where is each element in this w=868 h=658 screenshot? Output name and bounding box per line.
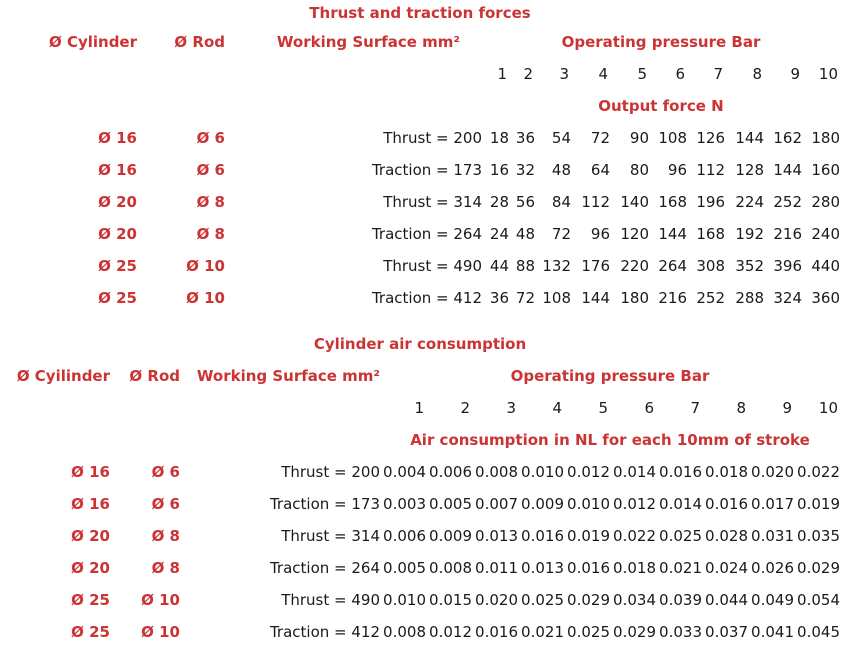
consumption-value: 0.008	[429, 559, 472, 577]
consumption-value: 0.015	[429, 591, 472, 609]
force-value: 280	[811, 193, 840, 211]
force-value: 36	[515, 129, 535, 147]
consumption-value: 0.006	[383, 527, 426, 545]
pressure-tick: 10	[818, 399, 838, 417]
table-row	[0, 456, 840, 488]
consumption-value: 0.010	[567, 495, 610, 513]
consumption-value: 0.004	[383, 463, 426, 481]
consumption-value: 0.041	[751, 623, 794, 641]
surface-label: Traction = 264	[269, 559, 380, 577]
consumption-value: 0.019	[797, 495, 840, 513]
force-value: 112	[581, 193, 610, 211]
consumption-value: 0.021	[521, 623, 564, 641]
cylinder-diameter: Ø 16	[71, 495, 110, 513]
rod-diameter: Ø 6	[151, 463, 180, 481]
consumption-value: 0.034	[613, 591, 656, 609]
rod-diameter: Ø 8	[196, 193, 225, 211]
cylinder-diameter: Ø 20	[98, 193, 137, 211]
force-value: 440	[811, 257, 840, 275]
force-value: 120	[620, 225, 649, 243]
consumption-value: 0.005	[383, 559, 426, 577]
pressure-tick: 7	[690, 399, 700, 417]
consumption-value: 0.012	[567, 463, 610, 481]
col-header-cylinder: Ø Cyilinder	[16, 367, 110, 385]
forces-pressure-ticks-row	[0, 58, 840, 90]
col-header-surface: Working Surface mm²	[196, 367, 380, 385]
pressure-tick: 2	[460, 399, 470, 417]
forces-table	[0, 0, 840, 314]
pressure-tick: 4	[552, 399, 562, 417]
forces-units-label: Output force N	[598, 97, 724, 115]
consumption-value: 0.016	[705, 495, 748, 513]
force-value: 96	[590, 225, 610, 243]
consumption-value: 0.045	[797, 623, 840, 641]
table-row	[0, 552, 840, 584]
consumption-value: 0.003	[383, 495, 426, 513]
cylinder-diameter: Ø 25	[71, 591, 110, 609]
pressure-tick: 9	[790, 65, 800, 83]
consumption-value: 0.029	[613, 623, 656, 641]
force-value: 132	[542, 257, 571, 275]
surface-label: Thrust = 200	[383, 129, 482, 147]
consumption-value: 0.025	[567, 623, 610, 641]
pressure-tick: 8	[736, 399, 746, 417]
force-value: 36	[489, 289, 509, 307]
consumption-value: 0.016	[567, 559, 610, 577]
rod-diameter: Ø 6	[196, 161, 225, 179]
cylinder-diameter: Ø 25	[71, 623, 110, 641]
consumption-value: 0.006	[429, 463, 472, 481]
consumption-value: 0.018	[613, 559, 656, 577]
col-header-rod: Ø Rod	[174, 33, 225, 51]
consumption-value: 0.011	[475, 559, 518, 577]
consumption-value: 0.029	[567, 591, 610, 609]
consumption-value: 0.014	[659, 495, 702, 513]
force-value: 18	[489, 129, 509, 147]
col-header-pressure: Operating pressure Bar	[510, 367, 710, 385]
table-row	[0, 218, 840, 250]
force-value: 72	[515, 289, 535, 307]
forces-table-title: Thrust and traction forces	[309, 4, 531, 22]
force-value: 144	[658, 225, 687, 243]
surface-label: Thrust = 314	[281, 527, 380, 545]
forces-header-row	[0, 26, 840, 58]
force-value: 168	[658, 193, 687, 211]
table-row	[0, 250, 840, 282]
pressure-tick: 10	[818, 65, 838, 83]
force-value: 162	[773, 129, 802, 147]
force-value: 54	[551, 129, 571, 147]
rod-diameter: Ø 8	[151, 527, 180, 545]
force-value: 352	[735, 257, 764, 275]
consumption-units-label: Air consumption in NL for each 10mm of stroke	[410, 431, 810, 449]
consumption-value: 0.035	[797, 527, 840, 545]
force-value: 220	[620, 257, 649, 275]
consumption-value: 0.016	[521, 527, 564, 545]
cylinder-diameter: Ø 20	[98, 225, 137, 243]
force-value: 252	[773, 193, 802, 211]
consumption-value: 0.028	[705, 527, 748, 545]
pressure-tick: 8	[752, 65, 762, 83]
consumption-value: 0.012	[613, 495, 656, 513]
force-value: 32	[515, 161, 535, 179]
force-value: 396	[773, 257, 802, 275]
consumption-value: 0.008	[383, 623, 426, 641]
force-value: 160	[811, 161, 840, 179]
force-value: 48	[515, 225, 535, 243]
pressure-tick: 9	[782, 399, 792, 417]
pressure-tick: 4	[598, 65, 608, 83]
force-value: 48	[551, 161, 571, 179]
cylinder-diameter: Ø 16	[98, 161, 137, 179]
force-value: 56	[515, 193, 535, 211]
consumption-value: 0.009	[521, 495, 564, 513]
force-value: 84	[551, 193, 571, 211]
rod-diameter: Ø 10	[186, 289, 225, 307]
cylinder-diameter: Ø 25	[98, 289, 137, 307]
force-value: 112	[696, 161, 725, 179]
force-value: 16	[489, 161, 509, 179]
consumption-value: 0.025	[521, 591, 564, 609]
consumption-value: 0.049	[751, 591, 794, 609]
force-value: 360	[811, 289, 840, 307]
force-value: 216	[773, 225, 802, 243]
consumption-value: 0.021	[659, 559, 702, 577]
consumption-value: 0.018	[705, 463, 748, 481]
surface-label: Traction = 412	[371, 289, 482, 307]
consumption-value: 0.007	[475, 495, 518, 513]
consumption-header-row	[0, 360, 840, 392]
table-row	[0, 520, 840, 552]
rod-diameter: Ø 8	[196, 225, 225, 243]
pressure-tick: 5	[598, 399, 608, 417]
cylinder-diameter: Ø 25	[98, 257, 137, 275]
force-value: 180	[811, 129, 840, 147]
col-header-pressure: Operating pressure Bar	[561, 33, 761, 51]
consumption-value: 0.013	[475, 527, 518, 545]
pressure-tick: 1	[414, 399, 424, 417]
table-row	[0, 186, 840, 218]
force-value: 72	[551, 225, 571, 243]
consumption-value: 0.012	[429, 623, 472, 641]
surface-label: Thrust = 490	[383, 257, 482, 275]
table-row	[0, 122, 840, 154]
consumption-value: 0.008	[475, 463, 518, 481]
force-value: 128	[735, 161, 764, 179]
cylinder-diameter: Ø 20	[71, 527, 110, 545]
force-value: 140	[620, 193, 649, 211]
consumption-value: 0.039	[659, 591, 702, 609]
pressure-tick: 5	[637, 65, 647, 83]
force-value: 80	[629, 161, 649, 179]
cylinder-diameter: Ø 20	[71, 559, 110, 577]
consumption-value: 0.016	[475, 623, 518, 641]
consumption-value: 0.019	[567, 527, 610, 545]
consumption-table-title: Cylinder air consumption	[313, 335, 527, 353]
surface-label: Traction = 173	[269, 495, 380, 513]
table-row	[0, 282, 840, 314]
surface-label: Traction = 412	[269, 623, 380, 641]
consumption-value: 0.009	[429, 527, 472, 545]
pressure-tick: 6	[675, 65, 685, 83]
force-value: 72	[590, 129, 610, 147]
table-row	[0, 584, 840, 616]
rod-diameter: Ø 10	[186, 257, 225, 275]
force-value: 180	[620, 289, 649, 307]
force-value: 64	[590, 161, 610, 179]
table-row	[0, 154, 840, 186]
consumption-value: 0.025	[659, 527, 702, 545]
consumption-value: 0.020	[751, 463, 794, 481]
force-value: 126	[696, 129, 725, 147]
rod-diameter: Ø 6	[196, 129, 225, 147]
consumption-value: 0.022	[797, 463, 840, 481]
consumption-value: 0.054	[797, 591, 840, 609]
table-row	[0, 616, 840, 648]
consumption-value: 0.014	[613, 463, 656, 481]
force-value: 90	[629, 129, 649, 147]
surface-label: Traction = 264	[371, 225, 482, 243]
consumption-value: 0.020	[475, 591, 518, 609]
consumption-value: 0.044	[705, 591, 748, 609]
pressure-tick: 1	[497, 65, 507, 83]
force-value: 108	[542, 289, 571, 307]
force-value: 88	[515, 257, 535, 275]
rod-diameter: Ø 8	[151, 559, 180, 577]
consumption-value: 0.024	[705, 559, 748, 577]
table-row	[0, 488, 840, 520]
force-value: 216	[658, 289, 687, 307]
rod-diameter: Ø 10	[141, 623, 180, 641]
force-value: 28	[489, 193, 509, 211]
pressure-tick: 2	[523, 65, 533, 83]
force-value: 176	[581, 257, 610, 275]
pressure-tick: 6	[644, 399, 654, 417]
surface-label: Thrust = 200	[281, 463, 380, 481]
consumption-value: 0.010	[521, 463, 564, 481]
force-value: 308	[696, 257, 725, 275]
surface-label: Traction = 173	[371, 161, 482, 179]
force-value: 144	[773, 161, 802, 179]
pressure-tick: 7	[713, 65, 723, 83]
rod-diameter: Ø 10	[141, 591, 180, 609]
consumption-value: 0.037	[705, 623, 748, 641]
consumption-table	[0, 328, 840, 648]
surface-label: Thrust = 490	[281, 591, 380, 609]
force-value: 192	[735, 225, 764, 243]
consumption-value: 0.016	[659, 463, 702, 481]
force-value: 44	[489, 257, 509, 275]
consumption-units-row	[0, 424, 840, 456]
rod-diameter: Ø 6	[151, 495, 180, 513]
cylinder-diameter: Ø 16	[98, 129, 137, 147]
surface-label: Thrust = 314	[383, 193, 482, 211]
force-value: 224	[735, 193, 764, 211]
col-header-cylinder: Ø Cylinder	[48, 33, 137, 51]
force-value: 240	[811, 225, 840, 243]
force-value: 252	[696, 289, 725, 307]
force-value: 168	[696, 225, 725, 243]
force-value: 96	[667, 161, 687, 179]
force-value: 108	[658, 129, 687, 147]
force-value: 196	[696, 193, 725, 211]
force-value: 144	[735, 129, 764, 147]
force-value: 264	[658, 257, 687, 275]
col-header-surface: Working Surface mm²	[276, 33, 460, 51]
consumption-value: 0.017	[751, 495, 794, 513]
consumption-value: 0.010	[383, 591, 426, 609]
cylinder-diameter: Ø 16	[71, 463, 110, 481]
pressure-tick: 3	[559, 65, 569, 83]
force-value: 288	[735, 289, 764, 307]
forces-units-row	[0, 90, 840, 122]
force-value: 24	[489, 225, 509, 243]
consumption-value: 0.022	[613, 527, 656, 545]
consumption-value: 0.026	[751, 559, 794, 577]
consumption-value: 0.033	[659, 623, 702, 641]
consumption-value: 0.013	[521, 559, 564, 577]
force-value: 144	[581, 289, 610, 307]
force-value: 324	[773, 289, 802, 307]
consumption-value: 0.031	[751, 527, 794, 545]
consumption-pressure-ticks-row	[0, 392, 840, 424]
consumption-value: 0.029	[797, 559, 840, 577]
consumption-value: 0.005	[429, 495, 472, 513]
pressure-tick: 3	[506, 399, 516, 417]
col-header-rod: Ø Rod	[129, 367, 180, 385]
